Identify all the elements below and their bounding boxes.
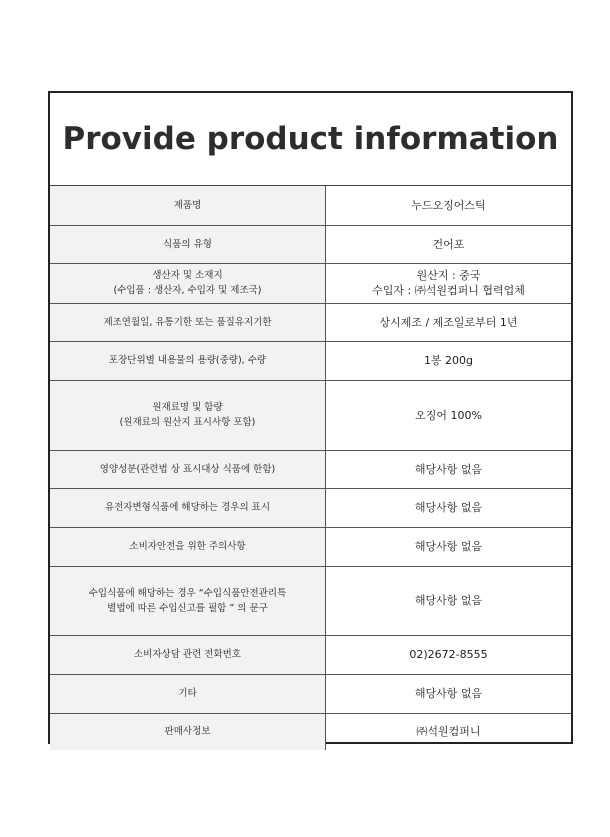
table-row [50,380,571,450]
table-row [50,635,571,674]
row-value: 건어포 [326,225,572,263]
title-box [50,93,571,186]
row-value: 해당사항 없음 [326,450,572,488]
row-value: 오징어 100% [326,380,572,450]
row-label: 생산자 및 소재지 (수입품 : 생산자, 수입자 및 제조국) [50,263,326,303]
row-value: 해당사항 없음 [326,488,572,527]
row-label: 영양성분(관련법 상 표시대상 식품에 한함) [50,450,326,488]
row-value: 누드오징어스틱 [411,198,486,212]
row-value: 1봉 200g [326,341,572,380]
product-info-sheet [48,91,573,744]
table-row [50,263,571,303]
row-value: ㈜석원컴퍼니 [326,713,572,750]
table-row [50,225,571,263]
row-label: 수입식품에 해당하는 경우 “수입식품안전관리특 별법에 따른 수입신고를 필함 ” 의 문구 [50,566,326,635]
row-label: 포장단위별 내용물의 용량(중량), 수량 [50,341,326,380]
row-value: 해당사항 없음 [326,527,572,566]
page-title: Provide product information [62,121,559,157]
table-row [50,527,571,566]
row-label: 제조연월일, 유통기한 또는 품질유지기한 [50,303,326,341]
row-label: 기타 [50,674,326,713]
table-row [50,186,571,225]
table-row [50,450,571,488]
table-row [50,674,571,713]
table-row [50,488,571,527]
row-label: 제품명 [50,186,326,225]
row-value: 해당사항 없음 [326,566,572,635]
row-value: 해당사항 없음 [326,674,572,713]
row-label: 판매사정보 [50,713,326,750]
product-info-table [50,186,571,750]
row-value: 원산지 : 중국 수입자 : ㈜석원컴퍼니 협력업체 [326,263,572,303]
table-row [50,566,571,635]
row-label: 소비자상담 관련 전화번호 [50,635,326,674]
row-label: 유전자변형식품에 해당하는 경우의 표시 [50,488,326,527]
table-row [50,713,571,750]
table-row [50,303,571,341]
row-label: 식품의 유형 [50,225,326,263]
table-row [50,341,571,380]
row-label: 원재료명 및 함량 (원재료의 원산지 표시사항 포함) [50,380,326,450]
row-value: 02)2672-8555 [326,635,572,674]
row-label: 소비자안전을 위한 주의사항 [50,527,326,566]
row-value: 상시제조 / 제조일로부터 1년 [326,303,572,341]
